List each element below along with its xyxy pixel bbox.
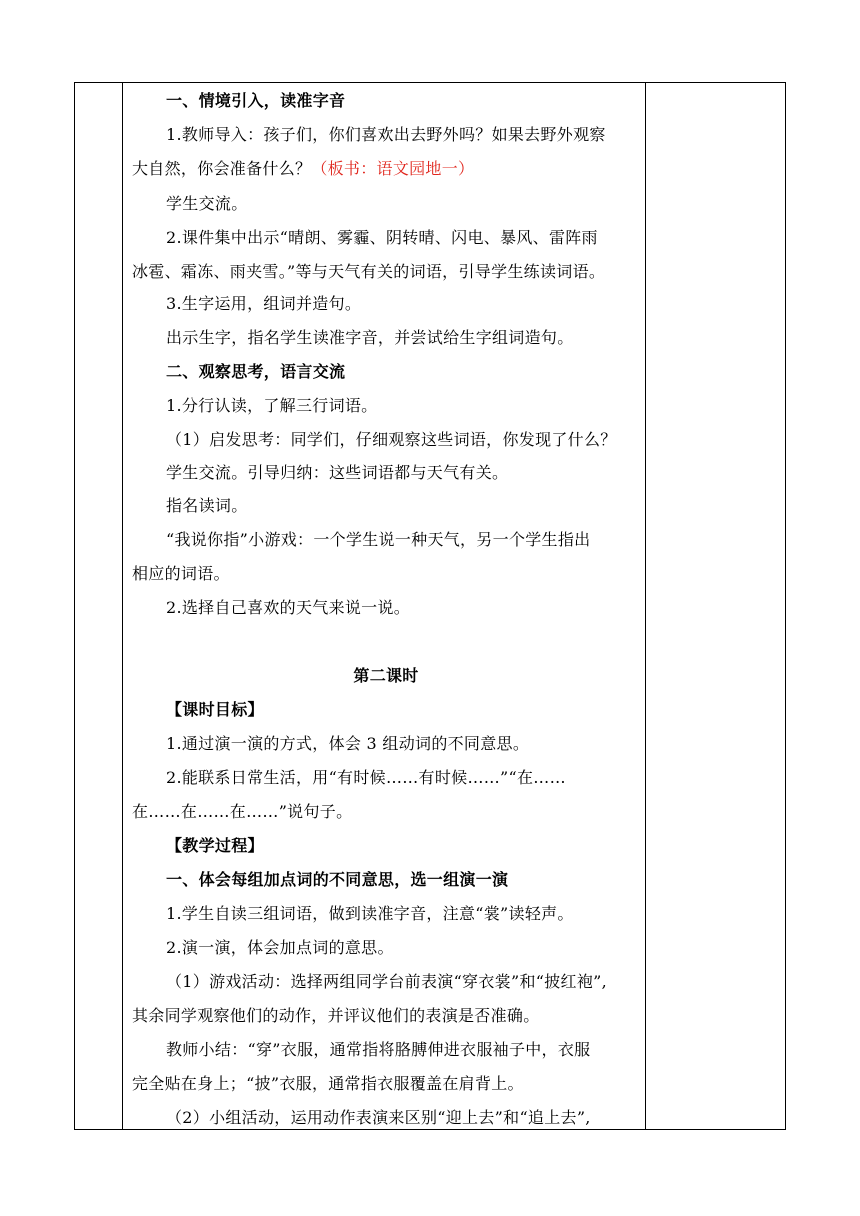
paragraph: 指名读词。 xyxy=(166,496,248,515)
paragraph: 学生交流。引导归纳：这些词语都与天气有关。 xyxy=(166,463,509,482)
paragraph: 1.教师导入：孩子们，你们喜欢出去野外吗？如果去野外观察 xyxy=(166,125,606,144)
paragraph: 冰雹、霜冻、雨夹雪。”等与天气有关的词语，引导学生练读词语。 xyxy=(132,262,606,281)
paragraph: 1.学生自读三组词语，做到读准字音，注意“裳”读轻声。 xyxy=(166,904,574,923)
paragraph: 1.分行认读，了解三行词语。 xyxy=(166,396,378,415)
paragraph: 3.生字运用，组词并造句。 xyxy=(166,294,362,313)
paragraph: 2.选择自己喜欢的天气来说一说。 xyxy=(166,598,411,617)
paragraph xyxy=(132,159,474,179)
paragraph: 2.课件集中出示“晴朗、雾霾、阴转晴、闪电、暴风、雷阵雨 xyxy=(166,228,598,247)
board-note: （板书：语文园地一） xyxy=(311,159,475,178)
paragraph: 完全贴在身上；“披”衣服，通常指衣服覆盖在肩背上。 xyxy=(132,1074,524,1093)
paragraph: （2）小组活动，运用动作表演来区别“迎上去”和“追上去”, xyxy=(166,1108,591,1127)
paragraph: （1）启发思考：同学们，仔细观察这些词语，你发现了什么？ xyxy=(166,430,617,449)
section-heading-2: 二、观察思考，语言交流 xyxy=(166,362,346,381)
paragraph: 出示生字，指名学生读准字音，并尝试给生字组词造句。 xyxy=(166,328,574,347)
paragraph: 1.通过演一演的方式，体会 3 组动词的不同意思。 xyxy=(166,734,530,753)
paragraph: 在……在……在……”说句子。 xyxy=(132,802,353,821)
goals-heading: 【课时目标】 xyxy=(166,700,264,719)
paragraph: 2.能联系日常生活，用“有时候……有时候……”“在…… xyxy=(166,768,566,787)
paragraph: 教师小结：“穿”衣服，通常指将胳膊伸进衣服袖子中，衣服 xyxy=(166,1040,591,1059)
paragraph: 相应的词语。 xyxy=(132,564,230,583)
paragraph: 其余同学观察他们的动作，并评议他们的表演是否准确。 xyxy=(132,1006,540,1025)
paragraph-text: 大自然，你会准备什么？ xyxy=(132,159,312,178)
paragraph: 学生交流。 xyxy=(166,194,248,213)
process-heading: 【教学过程】 xyxy=(166,836,264,855)
table-column-divider-left xyxy=(122,83,123,1129)
paragraph: 2.演一演，体会加点词的意思。 xyxy=(166,938,394,957)
paragraph: （1）游戏活动：选择两组同学台前表演“穿衣裳”和“披红袍”, xyxy=(166,972,607,991)
section-heading-1: 一、情境引入，读准字音 xyxy=(166,91,346,110)
table-column-divider-right xyxy=(645,83,646,1129)
lesson-title: 第二课时 xyxy=(353,666,419,685)
sub-heading: 一、体会每组加点词的不同意思，选一组演一演 xyxy=(166,870,509,889)
paragraph: “我说你指”小游戏：一个学生说一种天气，另一个学生指出 xyxy=(166,530,591,549)
